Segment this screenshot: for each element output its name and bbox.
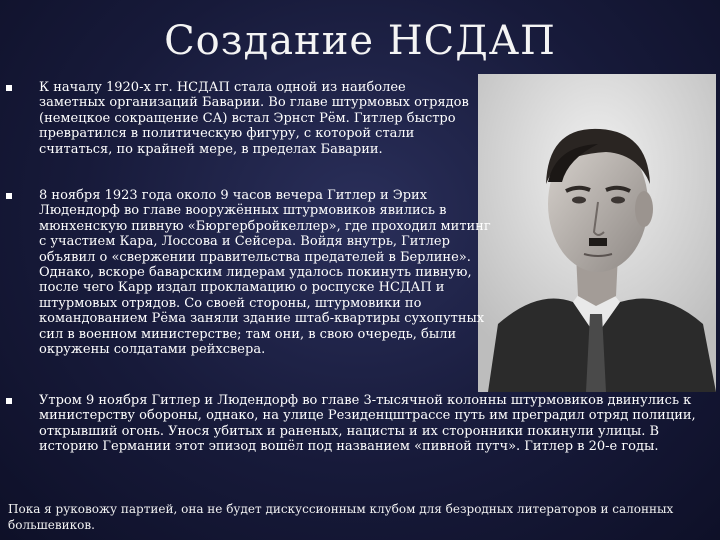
bullet-text: К началу 1920-х гг. НСДАП стала одной из наиболее заметных организаций Баварии. Во главе штурмовых отрядов (немецкое сокращение СА) встал Эрнст Рём. Гитлер быстро превратился в политическую фигуру, с которой стали считаться, по крайней мере, в пределах Баварии.: [39, 80, 469, 157]
slide-title: Создание НСДАП: [164, 18, 556, 64]
square-bullet-icon: [6, 193, 12, 199]
bullet-text: Утром 9 ноября Гитлер и Людендорф во главе 3-тысячной колонны штурмовиков двинулись к министерству обороны, однако, на улице Резиденцштрассе путь им преградил отряд полиции, открывший огонь. Унося убитых и раненых, нацисты и их сторонники покинули улицы. В историю Германии этот эпизод вошёл под названием «пивной путч». Гитлер в 20-е годы.: [39, 393, 696, 455]
square-bullet-icon: [6, 85, 12, 91]
square-bullet-icon: [6, 398, 12, 404]
bullet-text: 8 ноября 1923 года около 9 часов вечера Гитлер и Эрих Людендорф во главе вооружённых штурмовиков явились в мюнхенскую пивную «Бюргербройкеллер», где проходил митинг с участием Кара, Лоссова и Сейсера. Войдя внутрь, Гитлер объявил о «свержении правительства предателей в Берлине». Однако, вскоре баварским лидерам удалось покинуть пивную, после чего Карр издал прокламацию о роспуске НСДАП и штурмовых отрядов. Со своей стороны, штурмовики по командованием Рёма заняли здание штаб-квартиры сухопутных сил в военном министерстве; там они, в свою очередь, были окружены солдатами рейхсвера.: [39, 188, 491, 358]
portrait-illustration: [478, 74, 716, 392]
quote-text: Пока я руковожу партией, она не будет дискуссионным клубом для безродных литераторов и салонных большевиков.: [8, 502, 674, 532]
portrait-photo: [478, 74, 716, 392]
